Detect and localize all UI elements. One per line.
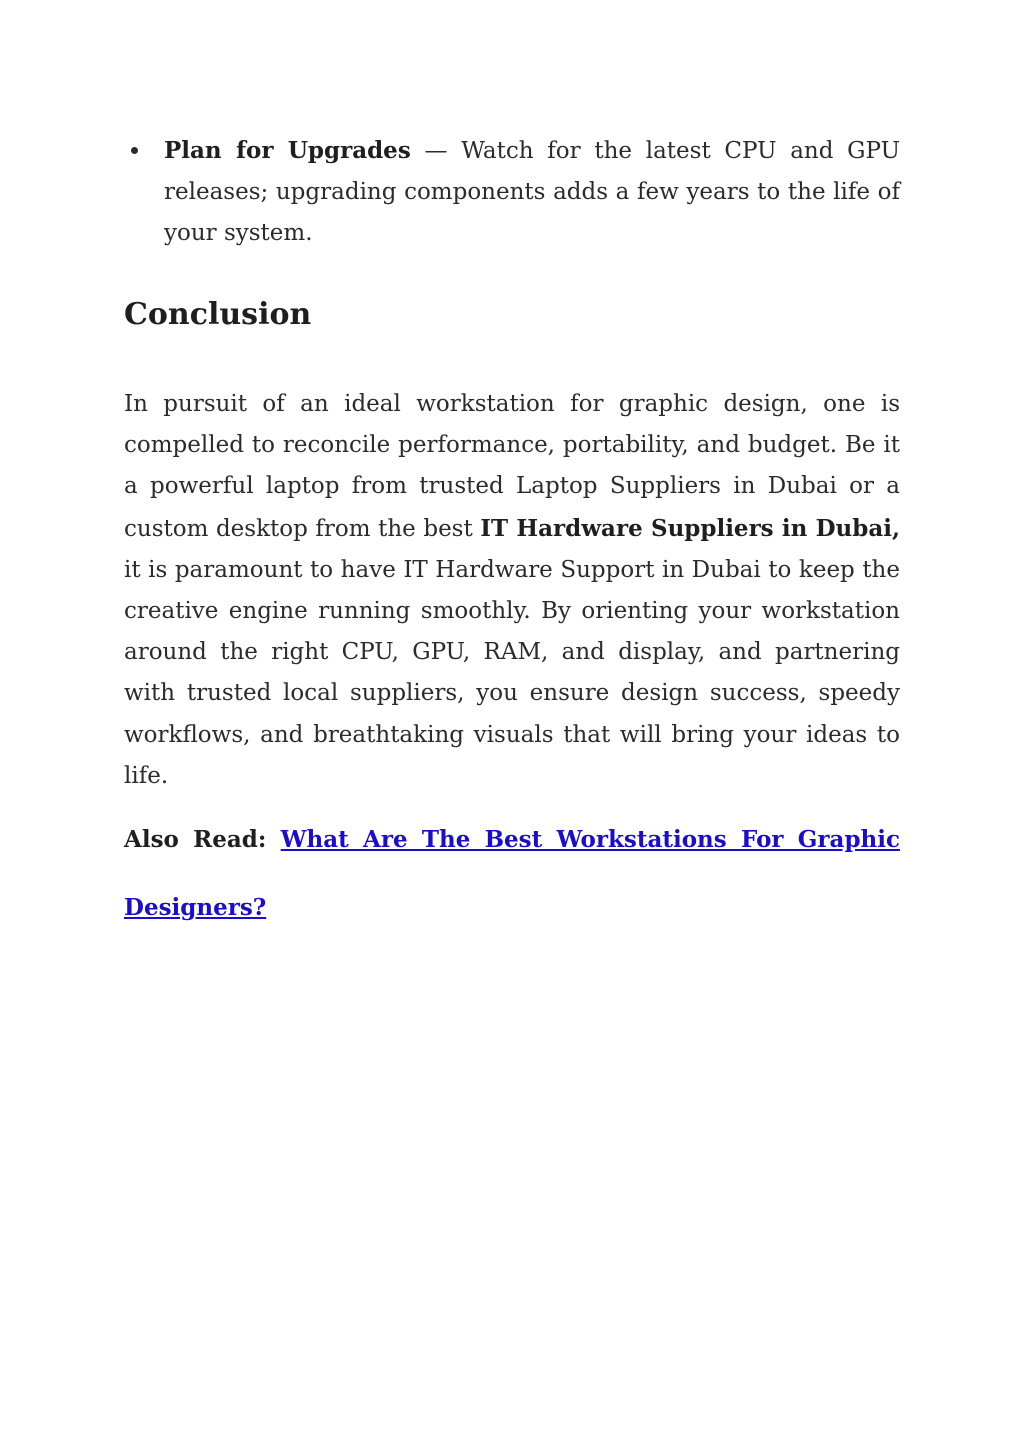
conclusion-text-part1: In pursuit of an ideal workstation for graphic design, one is compelled to reconcile performance, portability, and budget. Be it a powerful laptop from trusted Laptop Suppliers in Dubai or a custom desktop from the best bbox=[124, 391, 900, 542]
bullet-separator: — bbox=[410, 138, 462, 164]
also-read bbox=[124, 806, 900, 942]
also-read-label: Also Read: bbox=[124, 826, 267, 853]
bullet-term: Plan for Upgrades bbox=[164, 137, 411, 164]
also-read-link[interactable]: What Are The Best Workstations For Graphic Designers? bbox=[124, 826, 900, 921]
conclusion-paragraph bbox=[124, 384, 900, 797]
bullet-text: Watch for the latest CPU and GPU releases; upgrading components adds a few years to the life of your system. bbox=[164, 138, 901, 246]
bullet-item-plan-for-upgrades bbox=[124, 130, 900, 254]
bullet-dot-icon bbox=[131, 147, 138, 154]
conclusion-heading: Conclusion bbox=[124, 297, 312, 332]
bullet-list bbox=[124, 130, 900, 254]
conclusion-text-part2: it is paramount to have IT Hardware Support in Dubai to keep the creative engine running smoothly. By orienting your workstation around the right CPU, GPU, RAM, and display, and partnering with trusted local suppliers, you ensure design success, speedy workflows, and breathtaking visuals that will bring your ideas to life. bbox=[124, 556, 900, 789]
conclusion-bold-phrase: IT Hardware Suppliers in Dubai, bbox=[480, 514, 900, 542]
